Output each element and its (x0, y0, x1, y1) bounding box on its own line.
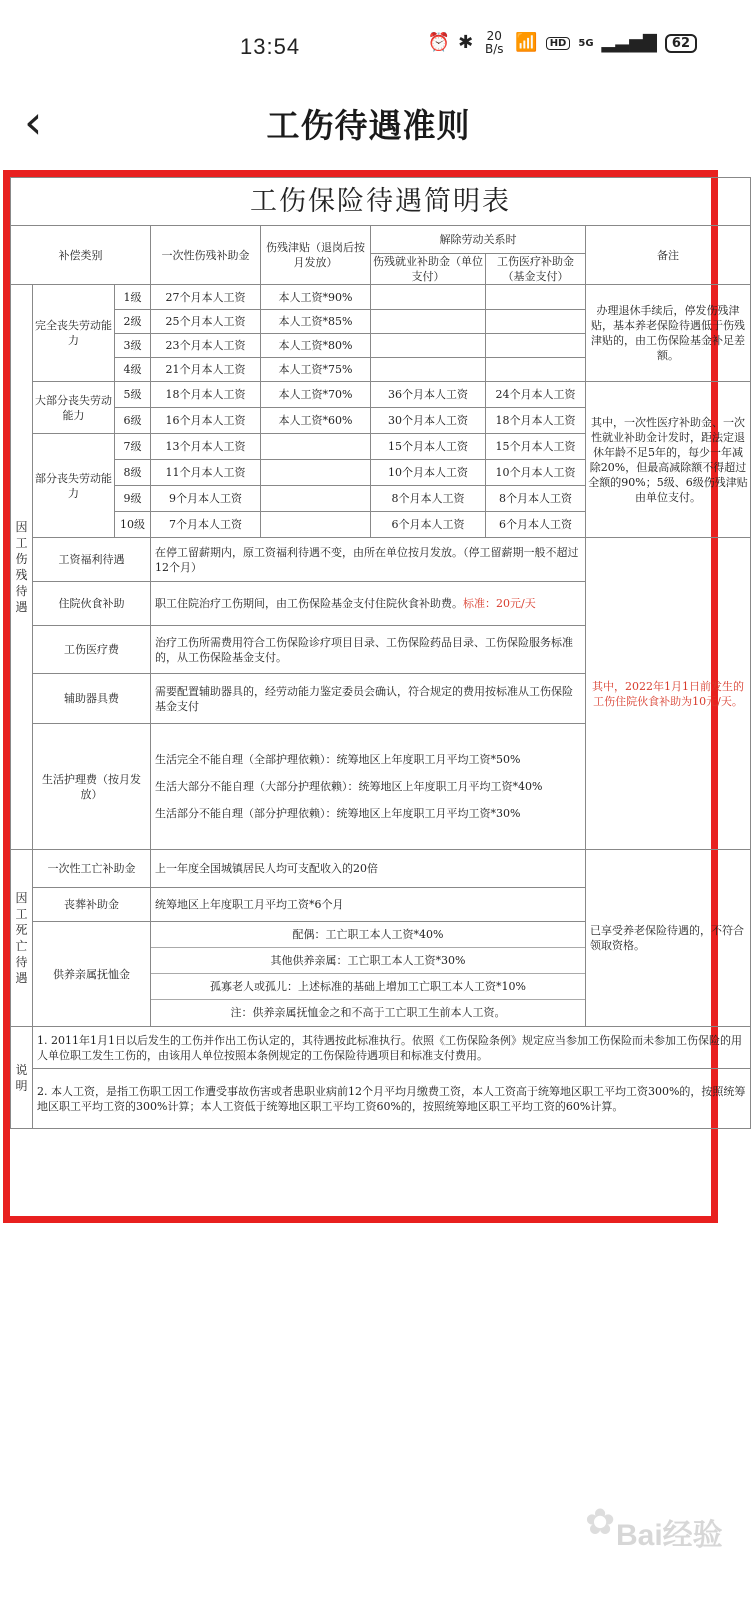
employment-cell (371, 334, 486, 358)
pension-name: 供养亲属抚恤金 (33, 922, 151, 1027)
note-1: 1. 2011年1月1日以后发生的工伤并作出工伤认定的，其待遇按此标准执行。依照《工伤保险条例》规定应当参加工伤保险而未参加工伤保险的用人单位职工发生工伤的，由该用人单位按照本条例规定的工伤保险待遇项目和标准支付费用。 (33, 1027, 751, 1069)
allowance-cell: 本人工资*90% (261, 285, 371, 310)
status-time: 13:54 (240, 34, 301, 59)
signal-icon: ▂▃▅▇ (601, 32, 657, 53)
lump-cell: 9个月本人工资 (151, 486, 261, 512)
pension-item: 其他供养亲属：工亡职工本人工资*30% (151, 948, 585, 974)
status-icons (428, 30, 697, 56)
notes-label: 说明 (11, 1027, 33, 1129)
lump-cell: 25个月本人工资 (151, 310, 261, 334)
meal-standard: 标准：20元/天 (463, 597, 536, 610)
nursing-items (151, 724, 586, 850)
level-cell: 6级 (115, 408, 151, 434)
watermark-text: Bai经验 (616, 1519, 723, 1552)
header-employment-subsidy: 伤残就业补助金（单位支付） (371, 254, 486, 285)
benefit-name: 辅助器具费 (33, 674, 151, 724)
vibrate-icon: ✱ (458, 32, 474, 53)
benefit-name: 工资福利待遇 (33, 538, 151, 582)
benefit-text: 职工住院治疗工伤期间，由工伤保险基金支付住院伙食补助费。标准：20元/天 (151, 582, 586, 626)
battery-indicator: 62 (665, 34, 697, 53)
allowance-cell: 本人工资*85% (261, 310, 371, 334)
allowance-cell: 本人工资*60% (261, 408, 371, 434)
allowance-cell: 本人工资*80% (261, 334, 371, 358)
note-2: 2. 本人工资，是指工伤职工因工作遭受事故伤害或者患职业病前12个月平均月缴费工资，本人工资高于统筹地区职工平均工资300%的，按照统筹地区职工平均工资的300%计算；本人工资低于统筹地区职工平均工资60%的，按照统筹地区职工平均工资的60%计算。 (33, 1069, 751, 1129)
allowance-cell (261, 486, 371, 512)
allowance-cell (261, 460, 371, 486)
level-cell: 9级 (115, 486, 151, 512)
lump-cell: 7个月本人工资 (151, 512, 261, 538)
employment-cell: 10个月本人工资 (371, 460, 486, 486)
paw-icon: ✿ (585, 1502, 616, 1543)
medical-cell: 15个月本人工资 (486, 434, 586, 460)
lump-cell: 18个月本人工资 (151, 382, 261, 408)
status-bar (0, 0, 737, 90)
medical-cell (486, 334, 586, 358)
wifi-icon: 📶 (515, 32, 538, 53)
benefit-text: 需要配置辅助器具的，经劳动能力鉴定委员会确认，符合规定的费用按标准从工伤保险基金支付 (151, 674, 586, 724)
table-image-frame (3, 170, 748, 1223)
death-name: 一次性工亡补助金 (33, 850, 151, 888)
employment-cell: 30个月本人工资 (371, 408, 486, 434)
nursing-item: 生活完全不能自理（全部护理依赖）：统筹地区上年度职工月平均工资*50% (155, 753, 521, 766)
nursing-item: 生活部分不能自理（部分护理依赖）：统筹地区上年度职工月平均工资*30% (155, 807, 521, 820)
remark-major: 其中，一次性医疗补助金、一次性就业补助金计发时，距法定退休年龄不足5年的，每少一年减除20%，但最高减除额不得超过全额的90%；5级、6级伤残津贴由单位支付。 (586, 382, 751, 538)
signal-5g: 5G (578, 37, 594, 49)
employment-cell: 36个月本人工资 (371, 382, 486, 408)
level-cell: 10级 (115, 512, 151, 538)
header-category: 补偿类别 (11, 226, 151, 285)
benefits-table (10, 177, 751, 1129)
allowance-cell: 本人工资*70% (261, 382, 371, 408)
group-complete: 完全丧失劳动能力 (33, 285, 115, 382)
nursing-name: 生活护理费（按月发放） (33, 724, 151, 850)
header-lump-sum: 一次性伤残补助金 (151, 226, 261, 285)
medical-cell (486, 285, 586, 310)
group-partial: 部分丧失劳动能力 (33, 434, 115, 538)
pension-item: 孤寡老人或孤儿：上述标准的基础上增加工亡职工本人工资*10% (151, 974, 585, 1000)
medical-cell: 6个月本人工资 (486, 512, 586, 538)
header-medical-subsidy: 工伤医疗补助金（基金支付） (486, 254, 586, 285)
group-major: 大部分丧失劳动能力 (33, 382, 115, 434)
medical-cell: 24个月本人工资 (486, 382, 586, 408)
table-title: 工伤保险待遇简明表 (11, 178, 751, 226)
watermark (560, 1490, 730, 1570)
death-text: 统筹地区上年度职工月平均工资*6个月 (151, 888, 586, 922)
remark-complete: 办理退休手续后，停发伤残津贴，基本养老保险待遇低于伤残津贴的，由工伤保险基金补足差额。 (586, 285, 751, 382)
death-text: 上一年度全国城镇居民人均可支配收入的20倍 (151, 850, 586, 888)
lump-cell: 11个月本人工资 (151, 460, 261, 486)
chevron-left-icon: ‹ (24, 95, 43, 149)
benefit-text: 在停工留薪期内，原工资福利待遇不变，由所在单位按月发放。（停工留薪期一般不超过12个月） (151, 538, 586, 582)
employment-cell: 6个月本人工资 (371, 512, 486, 538)
medical-cell (486, 310, 586, 334)
nursing-item: 生活大部分不能自理（大部分护理依赖）：统筹地区上年度职工月平均工资*40% (155, 780, 543, 793)
alarm-icon: ⏰ (427, 32, 451, 53)
allowance-cell: 本人工资*75% (261, 358, 371, 382)
pension-items (151, 922, 586, 1027)
level-cell: 5级 (115, 382, 151, 408)
header-termination: 解除劳动关系时 (371, 226, 586, 254)
lump-cell: 27个月本人工资 (151, 285, 261, 310)
lump-cell: 21个月本人工资 (151, 358, 261, 382)
pension-item: 注：供养亲属抚恤金之和不高于工亡职工生前本人工资。 (230, 1006, 506, 1019)
header-disability-allowance: 伤残津贴（退岗后按月发放） (261, 226, 371, 285)
employment-cell (371, 358, 486, 382)
lump-cell: 23个月本人工资 (151, 334, 261, 358)
benefit-name: 住院伙食补助 (33, 582, 151, 626)
header-remarks: 备注 (586, 226, 751, 285)
app-bar (0, 90, 737, 160)
level-cell: 1级 (115, 285, 151, 310)
employment-cell (371, 310, 486, 334)
allowance-cell (261, 512, 371, 538)
employment-cell (371, 285, 486, 310)
benefit-text: 治疗工伤所需费用符合工伤保险诊疗项目目录、工伤保险药品目录、工伤保险服务标准的，从工伤保险基金支付。 (151, 626, 586, 674)
section-death: 因工死亡待遇 (11, 850, 33, 1027)
medical-cell: 10个月本人工资 (486, 460, 586, 486)
level-cell: 3级 (115, 334, 151, 358)
benefit-remark: 其中，2022年1月1日前发生的工伤住院伙食补助为10元/天。 (586, 538, 751, 850)
network-speed: 20 B/s (485, 29, 504, 56)
hd-badge: HD (546, 37, 571, 50)
page-title: 工伤待遇准则 (266, 106, 471, 145)
medical-cell: 8个月本人工资 (486, 486, 586, 512)
level-cell: 4级 (115, 358, 151, 382)
death-remark: 已享受养老保险待遇的，不符合领取资格。 (586, 850, 751, 1027)
allowance-cell (261, 434, 371, 460)
pension-item: 配偶：工亡职工本人工资*40% (151, 922, 585, 948)
level-cell: 2级 (115, 310, 151, 334)
lump-cell: 13个月本人工资 (151, 434, 261, 460)
lump-cell: 16个月本人工资 (151, 408, 261, 434)
level-cell: 7级 (115, 434, 151, 460)
section-injury: 因工伤残待遇 (11, 285, 33, 850)
level-cell: 8级 (115, 460, 151, 486)
death-name: 丧葬补助金 (33, 888, 151, 922)
medical-cell: 18个月本人工资 (486, 408, 586, 434)
employment-cell: 15个月本人工资 (371, 434, 486, 460)
benefit-name: 工伤医疗费 (33, 626, 151, 674)
employment-cell: 8个月本人工资 (371, 486, 486, 512)
medical-cell (486, 358, 586, 382)
